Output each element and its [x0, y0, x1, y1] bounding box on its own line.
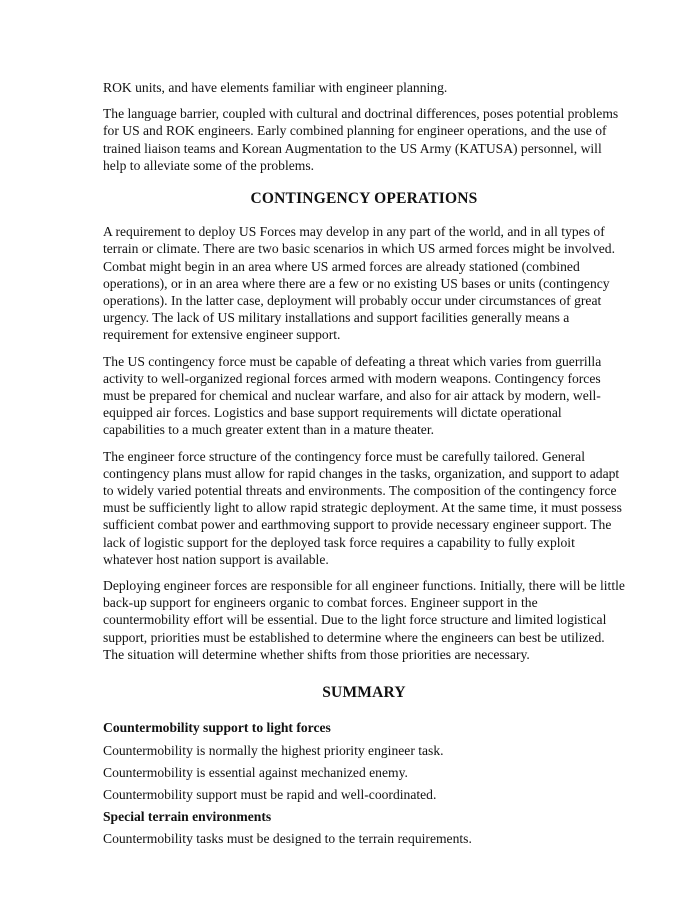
- intro-paragraph: The language barrier, coupled with cultural and doctrinal differences, poses potential problems for US and ROK engineers. Early combined planning for engineer operations, and the use of trained liaison teams and Korean Augmentation to the US Army (KATUSA) personnel, will help to alleviate some of the problems.: [103, 106, 619, 173]
- summary-subheading-countermobility: Countermobility support to light forces: [103, 720, 331, 736]
- summary-item: Countermobility is essential against mechanized enemy.: [103, 764, 408, 780]
- intro-fragment: ROK units, and have elements familiar with engineer planning.: [103, 80, 448, 95]
- contingency-paragraph-2: The US contingency force must be capable of defeating a threat which varies from guerrilla activity to well-organized regional forces armed with modern weapons. Contingency forces must be prepared for chemical and nuclear warfare, and also for air attack by modern, well-equipped air forces. Logistics and base support requirements will dictate operational capabilities to a much greater extent than in a mature theater.: [103, 353, 602, 438]
- contingency-operations-heading: CONTINGENCY OPERATIONS: [250, 190, 478, 208]
- summary-item: Countermobility tasks must be designed to the terrain requirements.: [103, 831, 472, 847]
- contingency-paragraph-1: A requirement to deploy US Forces may develop in any part of the world, and in all types of terrain or climate. There are two basic scenarios in which US armed forces might be involved. Combat might begin in an area where US armed forces are already stationed (combined operations), or in an area where there are a few or no existing US bases or units (contingency operations). In the latter case, deployment will probably occur under circumstances of great urgency. The lack of US military installations and support facilities generally means a requirement for extensive engineer support.: [103, 224, 615, 343]
- summary-item: Countermobility is normally the highest priority engineer task.: [103, 742, 444, 758]
- contingency-paragraph-3: The engineer force structure of the contingency force must be carefully tailored. General contingency plans must allow for rapid changes in the tasks, organization, and support to adapt to widely varied potential threats and environments. The composition of the contingency force must be sufficiently light to allow rapid strategic deployment. At the same time, it must possess sufficient combat power and earthmoving support to provide necessary engineer support. The lack of logistic support for the deployed task force requires a capability to fully exploit whatever host nation support is available.: [103, 448, 622, 567]
- summary-heading: SUMMARY: [322, 684, 406, 702]
- contingency-paragraph-4: Deploying engineer forces are responsible for all engineer functions. Initially, there will be little back-up support for engineers organic to combat forces. Engineer support in the countermobility effort will be essential. Due to the light force structure and limited logistical support, priorities must be established to determine where the engineers can best be utilized. The situation will determine whether shifts from those priorities are necessary.: [103, 578, 625, 662]
- summary-subheading-terrain: Special terrain environments: [103, 809, 272, 825]
- summary-item: Countermobility support must be rapid and well-coordinated.: [103, 786, 437, 802]
